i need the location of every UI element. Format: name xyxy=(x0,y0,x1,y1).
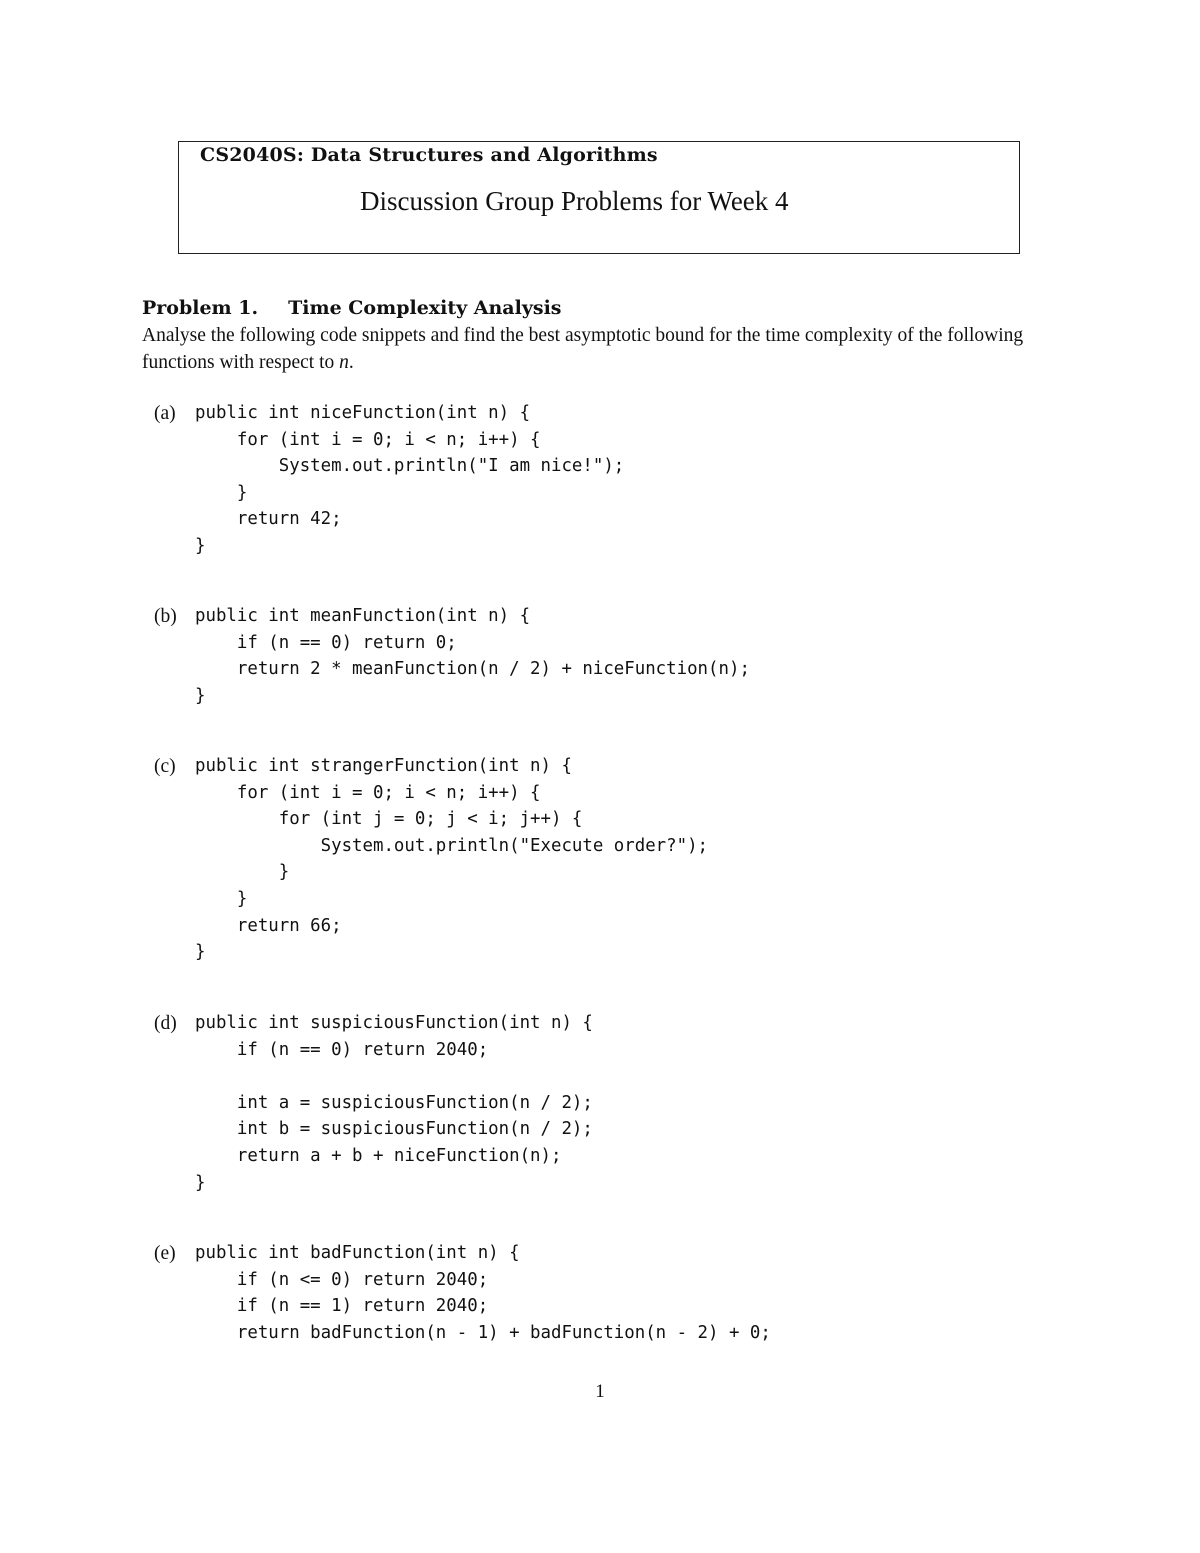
code-line: if (n == 0) return 0; xyxy=(195,632,457,653)
code-line: } xyxy=(195,535,206,556)
code-line: System.out.println("I am nice!"); xyxy=(195,456,625,477)
course-title: CS2040S: Data Structures and Algorithms xyxy=(200,144,658,166)
code-line: public int niceFunction(int n) { xyxy=(195,403,531,423)
problem-number: Problem 1. xyxy=(142,297,259,319)
code-snippet xyxy=(195,1010,593,1196)
code-line: if (n == 1) return 2040; xyxy=(195,1296,489,1317)
code-line: public int strangerFunction(int n) { xyxy=(195,756,572,776)
part-label: (d) xyxy=(154,1013,177,1034)
page-number: 1 xyxy=(595,1381,605,1402)
code-line: } xyxy=(195,482,248,503)
code-line: } xyxy=(195,942,206,963)
code-line: if (n == 0) return 2040; xyxy=(195,1039,489,1060)
code-line: } xyxy=(195,862,290,883)
problem-description xyxy=(142,322,1072,376)
part-label: (e) xyxy=(154,1243,176,1264)
header-box xyxy=(178,141,1020,254)
code-line: System.out.println("Execute order?"); xyxy=(195,835,709,856)
part-label: (a) xyxy=(154,403,176,424)
code-snippet xyxy=(195,603,750,709)
code-line: return badFunction(n - 1) + badFunction(n - 2) + 0; xyxy=(195,1322,771,1343)
code-line: public int suspiciousFunction(int n) { xyxy=(195,1013,593,1033)
code-line: for (int i = 0; i < n; i++) { xyxy=(195,429,541,450)
code-line: return 66; xyxy=(195,915,342,936)
code-line: public int meanFunction(int n) { xyxy=(195,606,531,626)
code-line: } xyxy=(195,685,206,706)
part-label: (c) xyxy=(154,756,176,777)
code-line: return 42; xyxy=(195,509,342,530)
problem-text-end: . xyxy=(348,352,354,373)
code-line: public int badFunction(int n) { xyxy=(195,1243,520,1263)
code-line: if (n <= 0) return 2040; xyxy=(195,1269,489,1290)
code-snippet xyxy=(195,753,708,966)
problem-variable: n xyxy=(339,352,349,373)
problem-title: Time Complexity Analysis xyxy=(288,297,562,319)
code-line: } xyxy=(195,1172,206,1193)
part-label: (b) xyxy=(154,606,177,627)
problem-text-main: Analyse the following code snippets and find the best asymptotic bound for the time complexity of the following functions with respect to xyxy=(142,325,1024,373)
code-line: for (int i = 0; i < n; i++) { xyxy=(195,782,541,803)
code-line: return 2 * meanFunction(n / 2) + niceFunction(n); xyxy=(195,659,750,680)
code-line: int b = suspiciousFunction(n / 2); xyxy=(195,1119,593,1140)
code-line: int a = suspiciousFunction(n / 2); xyxy=(195,1092,593,1113)
code-snippet xyxy=(195,400,624,560)
code-snippet xyxy=(195,1240,771,1346)
code-line: } xyxy=(195,888,248,909)
code-line: for (int j = 0; j < i; j++) { xyxy=(195,809,583,830)
problem-heading xyxy=(142,297,562,319)
document-title: Discussion Group Problems for Week 4 xyxy=(360,186,789,216)
code-line: return a + b + niceFunction(n); xyxy=(195,1145,562,1166)
code-line xyxy=(195,1063,593,1090)
